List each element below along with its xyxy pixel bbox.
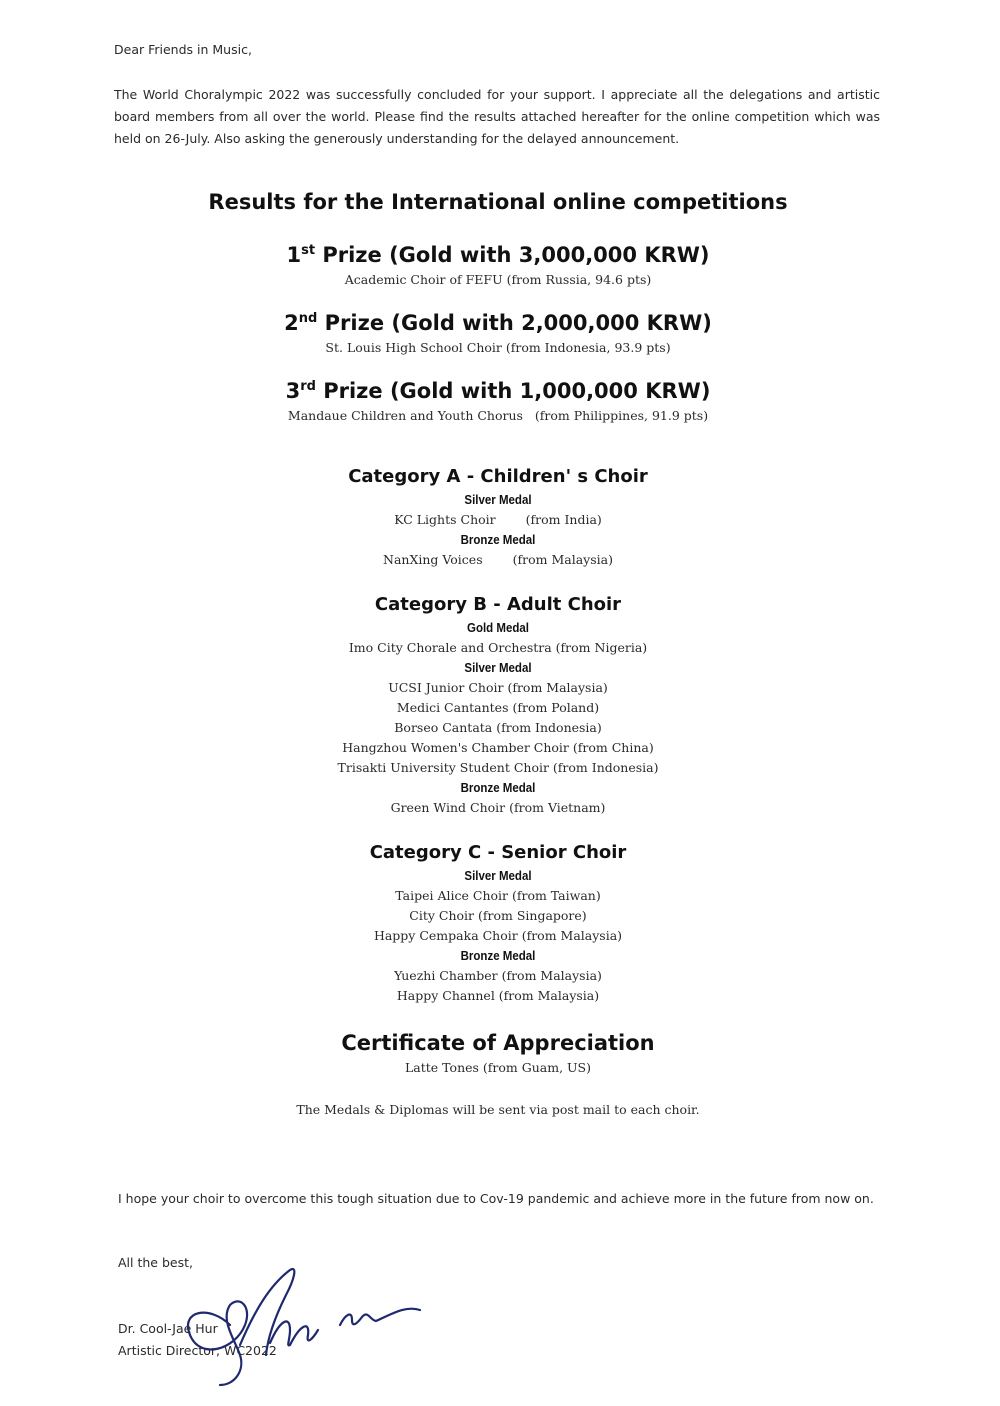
list-item: Borseo Cantata (from Indonesia) xyxy=(394,720,602,735)
closing-paragraph: I hope your choir to overcome this tough situation due to Cov-19 pandemic and achieve more in the future from now on. xyxy=(118,1191,874,1206)
prize-rank: 2 xyxy=(284,311,299,335)
category-title: Category C - Senior Choir xyxy=(369,842,627,863)
list-item: Happy Channel (from Malaysia) xyxy=(396,988,600,1003)
gold-medal-label: Gold Medal xyxy=(467,621,529,635)
list-item: Green Wind Choir (from Vietnam) xyxy=(390,800,606,815)
signer-role: Artistic Director, WC2022 xyxy=(118,1343,277,1358)
greeting: Dear Friends in Music, xyxy=(114,42,252,57)
prize-rank-suffix: rd xyxy=(300,379,316,394)
category-title: Category B - Adult Choir xyxy=(374,594,622,615)
certificate-recipient: Latte Tones (from Guam, US) xyxy=(405,1060,591,1075)
choir-name: KC Lights Choir xyxy=(394,512,496,527)
bronze-medal-label: Bronze Medal xyxy=(460,781,536,795)
results-title: Results for the International online competitions xyxy=(208,190,788,214)
prize-winner: Mandaue Children and Youth Chorus (from Philippines, 91.9 pts) xyxy=(287,408,709,423)
silver-medal-label: Silver Medal xyxy=(464,661,532,675)
prize-title xyxy=(100,304,896,338)
post-mail-note: The Medals & Diplomas will be sent via post mail to each choir. xyxy=(296,1102,700,1117)
list-item: Medici Cantantes (from Poland) xyxy=(396,700,600,715)
list-item: Yuezhi Chamber (from Malaysia) xyxy=(394,968,602,983)
prize-rank: 3 xyxy=(285,379,301,403)
list-item xyxy=(100,510,896,530)
prize-winner: St. Louis High School Choir (from Indonesia, 93.9 pts) xyxy=(325,340,671,355)
silver-medal-label: Silver Medal xyxy=(464,493,532,507)
bronze-medal-label: Bronze Medal xyxy=(460,533,536,547)
signer-name: Dr. Cool-Jae Hur xyxy=(118,1321,218,1336)
handwritten-signature xyxy=(140,1265,440,1395)
prize-label: Prize (Gold with 3,000,000 KRW) xyxy=(322,243,710,267)
list-item: City Choir (from Singapore) xyxy=(409,908,587,923)
silver-medal-label: Silver Medal xyxy=(464,869,532,883)
prize-winner: Academic Choir of FEFU (from Russia, 94.6 pts) xyxy=(344,272,652,287)
prize-label: Prize (Gold with 2,000,000 KRW) xyxy=(324,311,712,335)
list-item: Hangzhou Women's Chamber Choir (from China) xyxy=(342,740,654,755)
prize-rank: 1 xyxy=(286,243,302,267)
category-b xyxy=(100,592,896,818)
choir-name: NanXing Voices xyxy=(383,552,483,567)
prize-title xyxy=(100,372,896,406)
certificate-title: Certificate of Appreciation xyxy=(341,1031,655,1055)
prize-3 xyxy=(100,372,896,426)
category-title: Category A - Children' s Choir xyxy=(348,466,648,487)
list-item: Trisakti University Student Choir (from Indonesia) xyxy=(337,760,659,775)
choir-origin: (from Malaysia) xyxy=(512,552,613,567)
prize-title xyxy=(100,236,896,270)
prize-label: Prize (Gold with 1,000,000 KRW) xyxy=(323,379,711,403)
bronze-medal-label: Bronze Medal xyxy=(460,949,536,963)
prize-2 xyxy=(100,304,896,358)
category-c xyxy=(100,840,896,1006)
category-a xyxy=(100,464,896,570)
list-item: Taipei Alice Choir (from Taiwan) xyxy=(395,888,601,903)
list-item: Imo City Chorale and Orchestra (from Nigeria) xyxy=(348,640,648,655)
choir-origin: (from India) xyxy=(525,512,602,527)
list-item xyxy=(100,550,896,570)
results-section xyxy=(100,190,896,1120)
intro-paragraph: The World Choralympic 2022 was successfully concluded for your support. I appreciate all the delegations and artistic board members from all over the world. Please find the results attached hereafter for the online competition which was held on 26-July. Also asking the generously understanding for the delayed announcement. xyxy=(114,87,880,146)
certificate-section xyxy=(100,1028,896,1078)
prize-rank-suffix: st xyxy=(301,243,316,258)
prize-1 xyxy=(100,236,896,290)
prize-rank-suffix: nd xyxy=(298,311,318,326)
list-item: Happy Cempaka Choir (from Malaysia) xyxy=(373,928,623,943)
list-item: UCSI Junior Choir (from Malaysia) xyxy=(388,680,608,695)
sign-off: All the best, xyxy=(118,1255,193,1270)
